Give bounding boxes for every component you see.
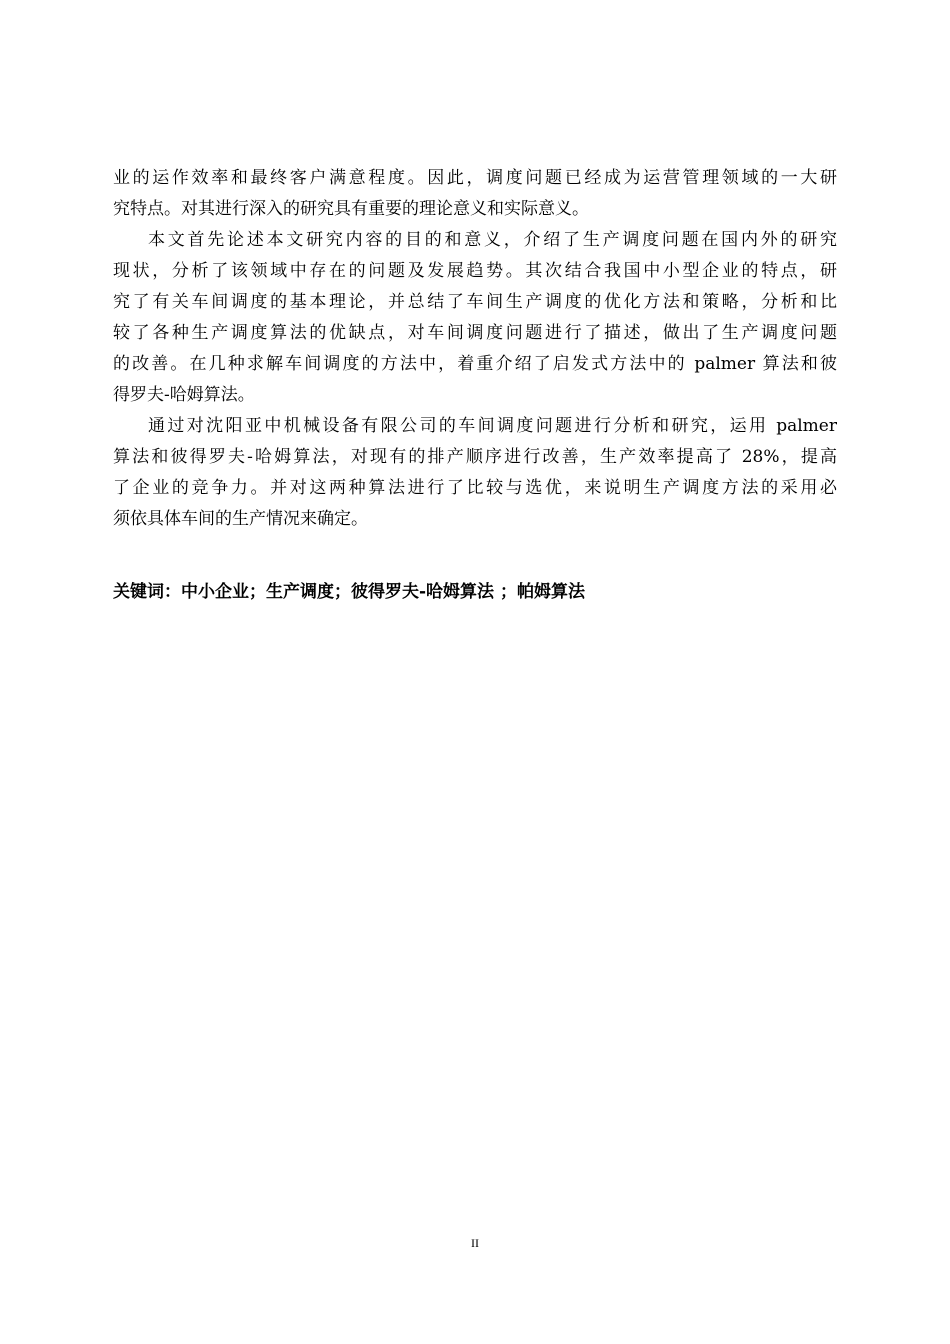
paragraph-line: 了企业的竞争力。并对这两种算法进行了比较与选优，来说明生产调度方法的采用必 xyxy=(113,478,837,498)
paragraph-line: 究特点。对其进行深入的研究具有重要的理论意义和实际意义。 xyxy=(113,199,589,219)
paragraph-line: 现状，分析了该领域中存在的问题及发展趋势。其次结合我国中小型企业的特点，研 xyxy=(113,261,837,281)
paragraph-line: 的改善。在几种求解车间调度的方法中，着重介绍了启发式方法中的 palmer 算法和彼 xyxy=(113,354,837,374)
paragraph-3 xyxy=(113,411,837,535)
page-number: II xyxy=(471,1236,479,1250)
paragraph-line: 究了有关车间调度的基本理论，并总结了车间生产调度的优化方法和策略，分析和比 xyxy=(113,292,837,312)
paragraph-line: 须依具体车间的生产情况来确定。 xyxy=(113,509,368,529)
paragraph-line: 较了各种生产调度算法的优缺点，对车间调度问题进行了描述，做出了生产调度问题 xyxy=(113,323,837,343)
paragraph-line: 本文首先论述本文研究内容的目的和意义，介绍了生产调度问题在国内外的研究 xyxy=(148,230,837,250)
abstract-body xyxy=(113,163,837,535)
paragraph-line: 算法和彼得罗夫-哈姆算法，对现有的排产顺序进行改善，生产效率提高了 28%，提高 xyxy=(113,447,837,467)
paragraph-2 xyxy=(113,225,837,411)
paragraph-1 xyxy=(113,163,837,225)
paragraph-line: 得罗夫-哈姆算法。 xyxy=(113,385,255,405)
keywords-line: 关键词：中小企业；生产调度；彼得罗夫-哈姆算法 ；帕姆算法 xyxy=(113,582,585,602)
paragraph-line: 通过对沈阳亚中机械设备有限公司的车间调度问题进行分析和研究，运用 palmer xyxy=(148,416,837,436)
paragraph-line: 业的运作效率和最终客户满意程度。因此，调度问题已经成为运营管理领域的一大研 xyxy=(113,168,837,188)
